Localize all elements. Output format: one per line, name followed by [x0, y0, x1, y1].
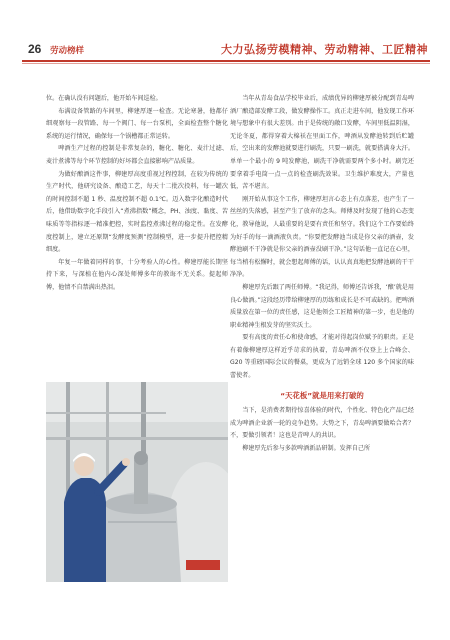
- paragraph: 要有高度的责任心和使命感，才能对得起岗位赋予的职责。正是有着像柳建厚这样近乎苛求的执着，青岛啤酒不仅登上上合峰会、G20 等重磅国际会议的餐桌，更成为了远销全球 120 多个国家的味蕾使者。: [230, 334, 414, 380]
- worker-head: [74, 456, 94, 476]
- paragraph: 年复一年做着同样的事，十分考验人的心性。柳建厚能长期坚持下来，与深植在他内心深处师傅多年的教诲不无关系。提起师傅，他情不自禁满出热泪。: [46, 258, 228, 291]
- paragraph: 布满设备管路的车间里，柳建厚逐一检查。无论寒暑，他都仔细观察每一段管路、每一个阀门、每一台泵机，全面检查整个糖化系统的运行情况，确保每一个锅槽都正常运转。: [46, 107, 228, 140]
- header-divider-thin: [22, 63, 430, 64]
- pipe: [66, 382, 70, 502]
- page-number: 26: [28, 42, 42, 56]
- paragraph: 为做好酿酒这件事，柳建厚高度重视过程控制，在较为传统的生产时代，他研究设备、酿造工艺，每天十二批次投料，每一罐次的时间控制不超 1 秒、温度控制不超 0.1℃。迈入数字化酿造时代后，他借助数字化手段引入“煮沸指数”概念，PH、浊度、黏度、苦味质等等指标逐一精准把控，实时监控煮沸过程的稳定性。在发酵度控制上，建立还原期“发酵度预测”控制模型，进一步提升把控精细度。: [46, 170, 228, 254]
- paragraph: 当下，是消费者期待惊喜体验的时代，个性化、特色化产品已经成为啤酒企业新一轮的竞争趋势。大势之下，青岛啤酒要做哈合者？不，要做引领者！这也是青啤人的共识。: [230, 407, 414, 440]
- photo-illustration: [46, 382, 228, 582]
- right-column: [230, 93, 414, 456]
- brewery-worker-photo: [46, 382, 228, 582]
- paragraph: 啤酒生产过程的控制是非常复杂的，糖化、糖化、麦汁过滤、麦汁煮沸等每个环节控制的好坏都会直接影响产品质量。: [46, 145, 228, 165]
- pipe: [46, 412, 166, 414]
- tank-label: [186, 560, 220, 570]
- worker-hand: [122, 458, 130, 466]
- pipe: [106, 382, 109, 477]
- paragraph: 位。在确认没有问题后，他开始车间巡检。: [46, 95, 162, 102]
- tank-valve: [134, 460, 148, 504]
- left-column: [46, 93, 228, 295]
- pipe: [141, 382, 146, 462]
- page-header: [0, 0, 450, 70]
- valve-wheel: [134, 451, 148, 465]
- paragraph: 刚开始从事这个工作，柳建厚坦言心态上有点落差，也产生了一丝丝的失落感，甚至产生了放弃的念头。师傅及时发现了他的心态变化，教导他说，人最重要的是要有责任和坚守。我们这个工作要始终为好手的每一滴酒液负责。“你要把发酵池当成是你父亲的酒壶，发酵池刷不干净就是你父亲的酒壶没刷干净。”这句话他一直记在心里，每当梢有松懈时，就会想起师傅的话，认认真真地把发酵池刷的干干净净。: [230, 195, 414, 279]
- ceiling: [46, 382, 228, 422]
- header-divider: [22, 60, 430, 62]
- paragraph: 柳建厚先后跟了两任师傅。“我记得，师傅还告诉我，‘酿’就是用良心做酒。”这段经历带给柳建厚的历练和成长是不可或缺的。把啤酒质量放在第一位的责任感，这是他领会工匠精神的第一步，也是他的职业精神生根发芽的坚实沃土。: [230, 283, 414, 329]
- section-name: 劳动榜样: [50, 46, 85, 56]
- page-headline: 大力弘扬劳模精神、劳动精神、工匠精神: [221, 43, 428, 56]
- pipe: [46, 437, 228, 440]
- section-subheading: “天花板”就是用来打破的: [280, 390, 364, 400]
- paragraph: 柳建厚先后参与多款啤酒新品研制。发挥自己所: [242, 445, 371, 453]
- paragraph: 当年从青岛食品学校毕业后，成绩优异的柳建厚被分配到青岛啤酒厂酿造部发酵工段，做发酵操作工。真正走进车间，他发现工作环境与想象中有很大差别。由于是传统的敞口发酵，车间里低温阴湿，无论冬夏，都得穿着大棉袄在里面工作，啤酒从发酵池转到后贮罐后，空出来的发酵池就要进行刷洗，只要一刷洗，就要搭满身大汗。单单一个最小的 9 吨发酵池，刷洗干净就需要两个多小时。刷完还要拿着手电筒一点一点的检查刷洗效果。卫生维护难度大，产量也低，苦不堪言。: [230, 95, 414, 191]
